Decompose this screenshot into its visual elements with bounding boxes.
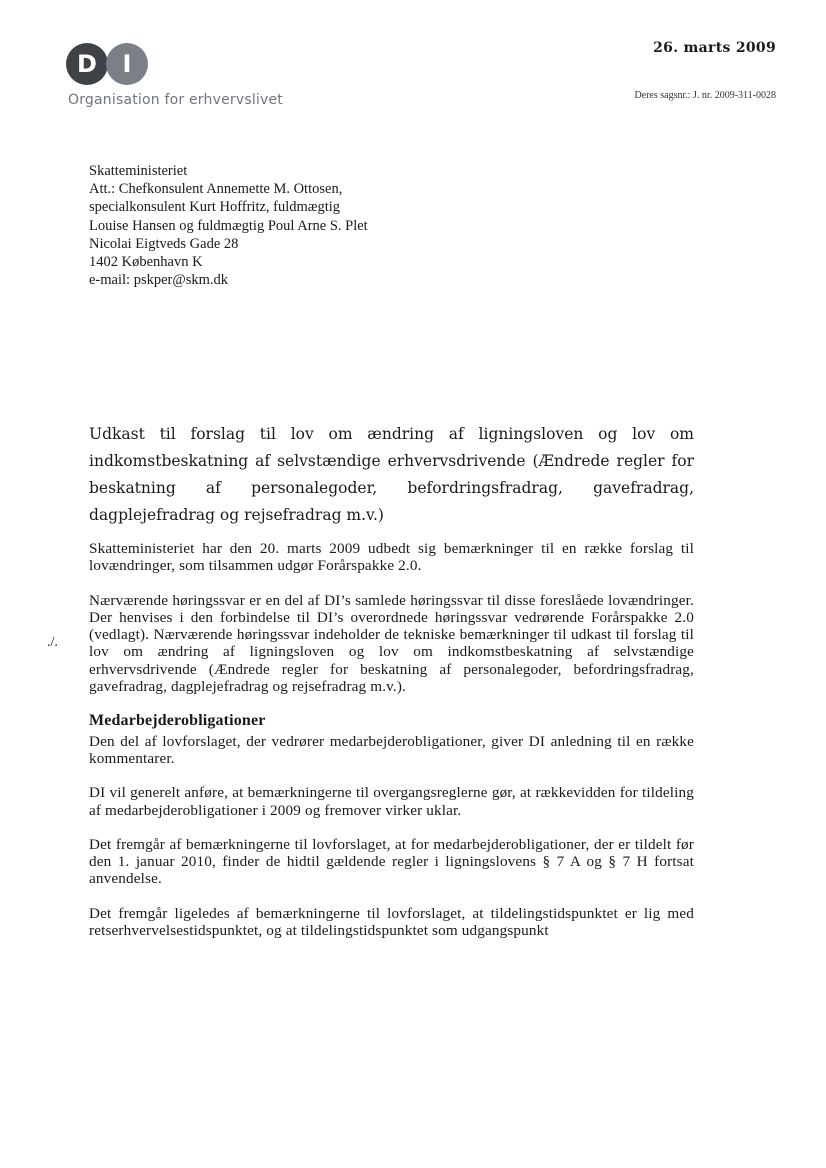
letter-body — [89, 540, 694, 956]
section-heading: Medarbejderobligationer — [89, 712, 266, 730]
logo-circle-d: D — [66, 43, 108, 85]
address-line: Nicolai Eigtveds Gade 28 — [89, 235, 239, 252]
paragraph: Det fremgår ligeledes af bemærkningerne til lovforslaget, at tildelingstidspunktet er lig med retserhvervelsestidspunktet, og at tildelingstidspunktet som udgangspunkt — [89, 904, 694, 940]
logo-circle-i: I — [106, 43, 148, 85]
case-reference: Deres sagsnr.: J. nr. 2009-311-0028 — [634, 90, 776, 101]
address-line: specialkonsulent Kurt Hoffritz, fuldmægtig — [89, 199, 341, 216]
address-line: e-mail: pskper@skm.dk — [89, 272, 228, 289]
recipient-address — [89, 162, 368, 289]
org-tagline: Organisation for erhvervslivet — [68, 92, 283, 108]
address-line: Louise Hansen og fuldmægtig Poul Arne S. Plet — [89, 217, 368, 234]
address-line: Skatteministeriet — [89, 163, 188, 179]
paragraph: Skatteministeriet har den 20. marts 2009 udbedt sig bemærkninger til en række forslag til lovændringer, som tilsammen udgør Forårspakke 2.0. — [89, 540, 694, 575]
letter-subject: Udkast til forslag til lov om ændring af ligningsloven og lov om indkomstbeskatning af selvstændige erhvervsdrivende (Ændrede regler for beskatning af personalegoder, befordringsfradrag, gavefradrag, dagplejefradrag og rejsefradrag m.v.) — [89, 425, 694, 524]
address-line: 1402 København K — [89, 254, 203, 271]
letter-date: 26. marts 2009 — [653, 40, 776, 56]
address-line: Att.: Chefkonsulent Annemette M. Ottosen, — [89, 181, 343, 198]
paragraph: Den del af lovforslaget, der vedrører medarbejderobligationer, giver DI anledning til en række kommentarer. — [89, 732, 694, 767]
enclosure-mark: ./. — [47, 635, 58, 650]
di-logo — [66, 43, 156, 85]
paragraph: DI vil generelt anføre, at bemærkningerne til overgangsreglerne gør, at rækkevidden for tildeling af medarbejderobligationer i 2009 og fremover virker uklar. — [89, 784, 694, 819]
paragraph: Det fremgår af bemærkningerne til lovforslaget, at for medarbejderobligationer, der er tildelt før den 1. januar 2010, finder de hidtil gældende regler i ligningslovens § 7 A og § 7 H fortsat anvendelse. — [89, 835, 694, 888]
paragraph: Nærværende høringssvar er en del af DI’s samlede høringssvar til disse foreslåede lovændringer. Der henvises i den forbindelse til DI’s overordnede høringssvar vedrørende Forårspakke 2.0 (vedlagt). Nærværende høringssvar indeholder de tekniske bemærkninger til udkast til forslag til lov om ændring af ligningsloven og lov om indkomstbeskatning af selvstændige erhvervsdrivende (Ændrede regler for beskatning af personalegoder, befordringsfradrag, gavefradrag, dagplejefradrag og rejsefradrag m.v.). — [89, 591, 694, 696]
